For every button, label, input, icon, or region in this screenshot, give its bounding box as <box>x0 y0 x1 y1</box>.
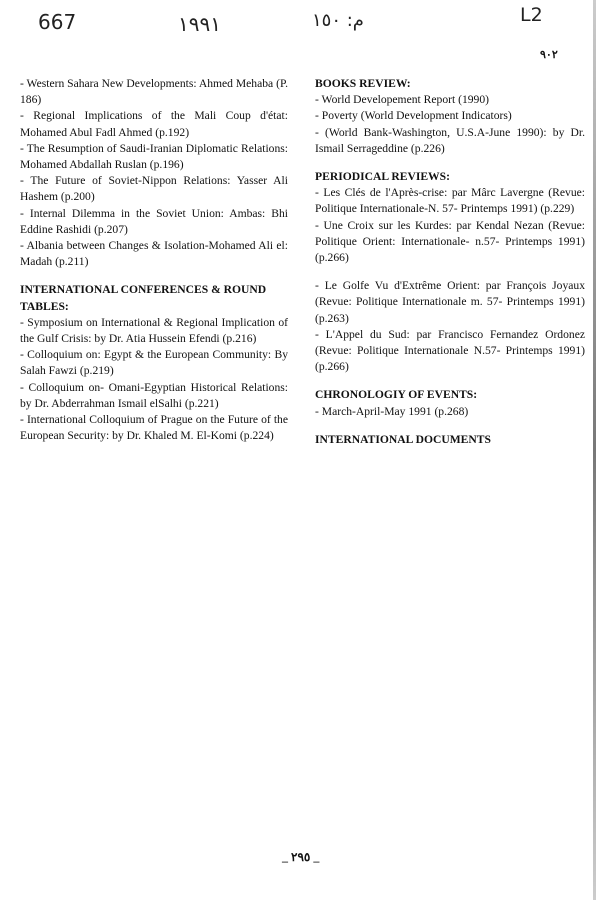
list-item: - L'Appel du Sud: par Francisco Fernandez Ordonez (Revue: Politique Internationale N.57- Printemps 1991) (p.266) <box>315 327 585 374</box>
list-item: - Le Golfe Vu d'Extrême Orient: par François Joyaux (Revue: Politique Internationale m. 57- Printemps 1991) (p.263) <box>315 279 585 325</box>
chronology-list <box>315 404 585 420</box>
list-item: - Regional Implications of the Mali Coup d'état: Mohamed Abul Fadl Ahmed (p.192) <box>20 109 288 139</box>
left-column <box>20 76 288 444</box>
documents-heading: INTERNATIONAL DOCUMENTS <box>315 432 491 446</box>
books-review-heading: BOOKS REVIEW: <box>315 77 411 90</box>
handwritten-number-left: 667 <box>38 10 77 34</box>
periodical-reviews-heading: PERIODICAL REVIEWS: <box>315 170 450 184</box>
right-column <box>315 76 585 448</box>
list-item: - International Colloquium of Prague on the Future of the European Security: by Dr. Khaled M. El-Komi (p.224) <box>20 413 288 443</box>
list-item: - March-April-May 1991 (p.268) <box>315 404 469 418</box>
list-item: - Albania between Changes & Isolation-Mohamed Ali el: Madah (p.211) <box>20 239 288 269</box>
articles-list <box>20 76 288 270</box>
chronology-heading: CHRONOLOGIY OF EVENTS: <box>315 388 478 402</box>
list-item: - World Developement Report (1990) <box>315 93 490 107</box>
periodicals-list-b <box>315 278 585 375</box>
handwritten-label-right: L2 <box>520 4 543 26</box>
books-list <box>315 92 585 157</box>
conferences-heading: INTERNATIONAL CONFERENCES & ROUND TABLES: <box>20 283 267 313</box>
list-item: - Western Sahara New Developments: Ahmed Mehaba (P. 186) <box>20 77 289 107</box>
footer-page-number: _ ٢٩٥ _ <box>282 850 320 864</box>
handwritten-code: م: ١٥٠ <box>312 10 364 31</box>
list-item: - Symposium on International & Regional Implication of the Gulf Crisis: by Dr. Atia Hussein Efendi (p.216) <box>20 315 288 346</box>
list-item: - Poverty (World Development Indicators) <box>315 109 512 123</box>
conferences-list <box>20 315 288 445</box>
page-reference: ٩٠٢ <box>540 49 558 61</box>
list-item: - The Resumption of Saudi-Iranian Diplomatic Relations: Mohamed Abdallah Ruslan (p.196) <box>20 141 288 172</box>
handwritten-year: ١٩٩١ <box>178 12 221 36</box>
periodicals-list-a <box>315 185 585 266</box>
list-item: - Une Croix sur les Kurdes: par Kendal Nezan (Revue: Politique Orient: Internationale- n.57- Printemps 1991) (p.266) <box>315 218 585 265</box>
list-item: - Les Clés de l'Après-crise: par Mârc Lavergne (Revue: Politique Internationale-N. 57- Printemps 1991) (p.229) <box>315 186 585 216</box>
list-item: - The Future of Soviet-Nippon Relations: Yasser Ali Hashem (p.200) <box>20 174 288 204</box>
list-item: - Colloquium on- Omani-Egyptian Historical Relations: by Dr. Abderrahman Ismail elSalhi (p.221) <box>20 380 288 410</box>
list-item: - (World Bank-Washington, U.S.A-June 1990): by Dr. Ismail Serrageddine (p.226) <box>315 125 585 155</box>
list-item: - Colloquium on: Egypt & the European Community: By Salah Fawzi (p.219) <box>20 348 288 378</box>
list-item: - Internal Dilemma in the Soviet Union: Ambas: Bhi Eddine Rashidi (p.207) <box>20 206 288 236</box>
